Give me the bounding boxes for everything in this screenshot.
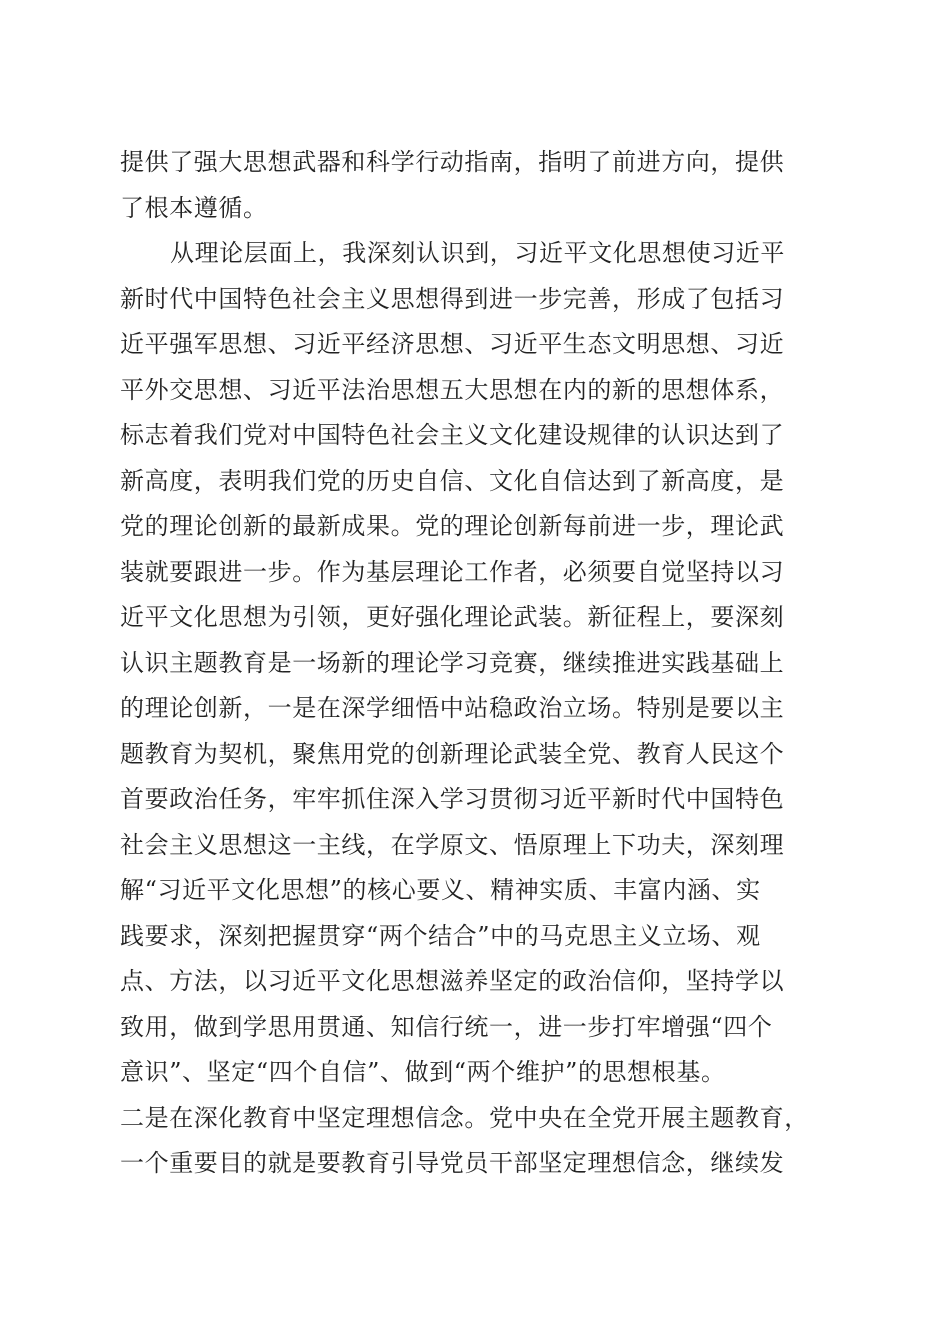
text-line: 平外交思想、习近平法治思想五大思想在内的新的思想体系，	[120, 375, 785, 404]
text-line: 致用，做到学思用贯通、知信行统一，进一步打牢增强“四个	[120, 1012, 773, 1041]
document-body	[120, 140, 830, 1187]
text-line: 题教育为契机，聚焦用党的创新理论武装全党、教育人民这个	[120, 739, 785, 768]
text-line: 新时代中国特色社会主义思想得到进一步完善，形成了包括习	[120, 284, 785, 313]
text-line: 党的理论创新的最新成果。党的理论创新每前进一步，理论武	[120, 512, 785, 540]
text-line: 从理论层面上，我深刻认识到，习近平文化思想使习近平	[170, 239, 785, 267]
text-line: 标志着我们党对中国特色社会主义文化建设规律的认识达到了	[120, 421, 785, 449]
text-line: 近平文化思想为引领，更好强化理论武装。新征程上，要深刻	[120, 603, 785, 631]
text-line: 社会主义思想这一主线，在学原文、悟原理上下功夫，深刻理	[120, 830, 785, 859]
text-line: 一个重要目的就是要教育引导党员干部坚定理想信念，继续发	[120, 1149, 785, 1177]
text-line: 点、方法，以习近平文化思想滋养坚定的政治信仰，坚持学以	[120, 967, 785, 995]
paragraph-continuation	[120, 140, 830, 231]
text-line: 解“习近平文化思想”的核心要义、精神实质、丰富内涵、实	[120, 876, 761, 904]
text-line: 首要政治任务，牢牢抓住深入学习贯彻习近平新时代中国特色	[120, 785, 785, 813]
text-line: 意识”、坚定“四个自信”、做到“两个维护”的思想根基。	[120, 1058, 726, 1086]
text-line: 了根本遵循。	[120, 193, 268, 222]
text-line: 的理论创新，一是在深学细悟中站稳政治立场。特别是要以主	[120, 694, 785, 722]
text-line: 认识主题教育是一场新的理论学习竞赛，继续推进实践基础上	[120, 648, 785, 677]
text-line: 新高度，表明我们党的历史自信、文化自信达到了新高度，是	[120, 466, 785, 495]
text-line: 践要求，深刻把握贯穿“两个结合”中的马克思主义立场、观	[120, 921, 761, 950]
text-line: 提供了强大思想武器和科学行动指南，指明了前进方向，提供	[120, 148, 785, 176]
text-line: 二是在深化教育中坚定理想信念。党中央在全党开展主题教育，	[120, 1103, 809, 1132]
paragraph-theory	[120, 231, 830, 1187]
text-line: 近平强军思想、习近平经济思想、习近平生态文明思想、习近	[120, 330, 785, 358]
text-line: 装就要跟进一步。作为基层理论工作者，必须要自觉坚持以习	[120, 557, 785, 586]
